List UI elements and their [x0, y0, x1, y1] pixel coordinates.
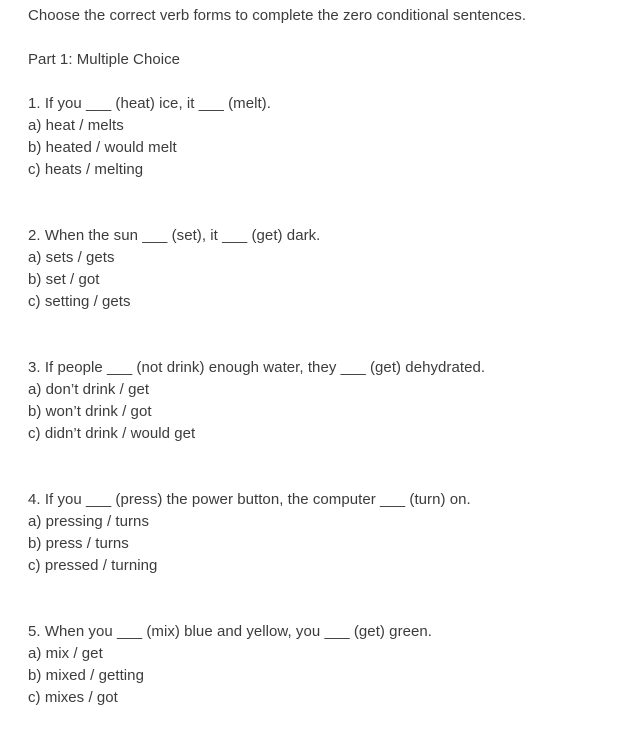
- option-b: b) set / got: [28, 271, 100, 288]
- instructions-text: Choose the correct verb forms to complete the zero conditional sentences.: [28, 7, 527, 24]
- option-b: b) press / turns: [28, 535, 129, 552]
- option-a: a) sets / gets: [28, 249, 115, 266]
- question-prompt: 1. If you ___ (heat) ice, it ___ (melt).: [28, 95, 271, 112]
- option-c: c) mixes / got: [28, 689, 118, 706]
- option-b: b) heated / would melt: [28, 139, 177, 156]
- question-prompt: 5. When you ___ (mix) blue and yellow, you ___ (get) green.: [28, 623, 433, 640]
- option-a: a) heat / melts: [28, 117, 124, 134]
- option-c: c) heats / melting: [28, 161, 144, 178]
- option-a: a) mix / get: [28, 645, 103, 662]
- option-c: c) didn’t drink / would get: [28, 425, 196, 442]
- option-b: b) mixed / getting: [28, 667, 144, 684]
- option-a: a) don’t drink / get: [28, 381, 150, 398]
- option-a: a) pressing / turns: [28, 513, 150, 530]
- question-prompt: 2. When the sun ___ (set), it ___ (get) dark.: [28, 227, 321, 244]
- option-c: c) setting / gets: [28, 293, 131, 310]
- option-b: b) won’t drink / got: [28, 403, 152, 420]
- option-c: c) pressed / turning: [28, 557, 158, 574]
- question-prompt: 4. If you ___ (press) the power button, the computer ___ (turn) on.: [28, 491, 471, 508]
- question-prompt: 3. If people ___ (not drink) enough water, they ___ (get) dehydrated.: [28, 359, 486, 376]
- part-title: Part 1: Multiple Choice: [28, 51, 181, 68]
